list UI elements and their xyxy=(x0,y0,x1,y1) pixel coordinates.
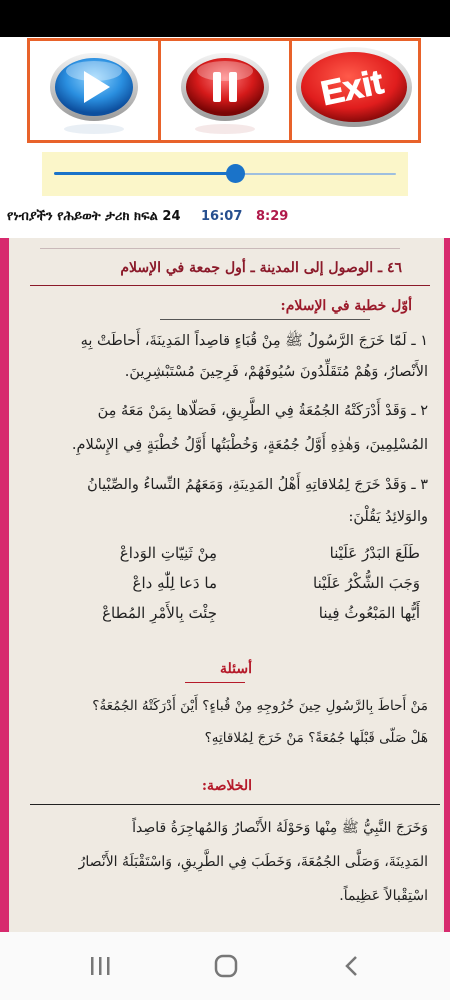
media-controls xyxy=(27,38,421,147)
question-line: هَلْ صَلّى قَبْلَها جُمُعَةً؟ مَنْ خَرَجَ لِمُلاقاتِهِ؟ xyxy=(204,730,428,746)
play-button[interactable] xyxy=(27,38,161,143)
subheading: أوّل خطبة في الإسلام: xyxy=(280,298,412,314)
paragraph-line: ١ ـ لَمّا خَرَجَ الرَّسُولُ ﷺ مِنْ قُبَاءٍ قاصِداً المَدِينَةَ، أَحاطَتْ بِهِ xyxy=(80,333,428,349)
poem-verse-right: طَلَعَ البَدْرُ عَلَيْنا xyxy=(329,544,420,562)
seek-thumb[interactable] xyxy=(226,164,245,183)
summary-line: المَدِينَةَ، وَصَلَّى الجُمُعَةَ، وَخَطَبَ فِي الطَّرِيقِ، وَاسْتَقْبَلَهُ الأَنْصارُ xyxy=(78,854,428,870)
questions-heading: أسئلة xyxy=(220,661,252,677)
exit-text: Exit xyxy=(317,62,387,114)
paragraph-line: ٣ ـ وَقَدْ خَرَجَ لِمُلاقاتِهِ أَهْلُ المَدِينَةِ، وَمَعَهُمُ النِّساءُ والصِّبْيانُ xyxy=(87,477,428,493)
seek-bar[interactable] xyxy=(42,152,408,196)
seek-progress xyxy=(54,172,235,175)
poem-verse-right: وَجَبَ الشُّكْرُ عَلَيْنا xyxy=(313,574,420,592)
paragraph-line: الأَنْصارُ، وَهُمْ مُتَقَلِّدُونَ سُيُوفَهُمْ، فَرِحِينَ مُسْتَبْشِرِينَ. xyxy=(124,364,428,380)
play-icon xyxy=(30,41,158,140)
pause-icon xyxy=(161,41,289,140)
elapsed-time: 16:07 xyxy=(201,209,243,224)
seek-remaining xyxy=(235,173,396,175)
summary-line: وَخَرَجَ النَّبِيُّ ﷺ مِنْها وَحَوْلَهُ الأَنْصارُ وَالمُهاجِرَةُ قاصِداً xyxy=(132,820,428,836)
poem-verse-left: ما دَعا لِلّٰهِ داعْ xyxy=(132,574,217,592)
recents-icon[interactable] xyxy=(80,950,120,982)
question-line: مَنْ أَحاطَ بِالرَّسُولِ حِينَ خُرُوجِهِ مِنْ قُباءٍ؟ أَيْنَ أَدْرَكَتْهُ الجُمُعَةُ؟ xyxy=(92,698,428,714)
track-title: የነብያችን የሕይወት ታሪክ ክፍል 24 xyxy=(7,209,181,224)
duration-time: 8:29 xyxy=(256,209,289,224)
heading-rule xyxy=(30,285,430,286)
top-rule xyxy=(40,248,400,249)
back-icon[interactable] xyxy=(332,950,372,982)
paragraph-line: والوَلائِدُ يَقُلْنَ: xyxy=(348,509,428,525)
poem-verse-right: أَيُّها المَبْعُوثُ فِينا xyxy=(318,604,420,622)
page-edge-right xyxy=(444,238,450,932)
summary-heading: الخلاصة: xyxy=(201,778,252,794)
exit-button[interactable] xyxy=(289,38,421,143)
subheading-rule xyxy=(160,319,370,320)
questions-rule xyxy=(185,682,245,683)
paragraph-line: ٢ ـ وَقَدْ أَدْرَكَتْهُ الجُمُعَةُ فِي الطَّرِيقِ، فَصَلّاها بِمَنْ مَعَهُ مِنَ xyxy=(97,403,428,419)
home-icon[interactable] xyxy=(206,950,246,982)
poem-verse-left: مِنْ ثَنِيّاتِ الوَداعْ xyxy=(119,544,217,562)
summary-line: اسْتِقْبالاً عَظِيماً. xyxy=(339,888,428,904)
paragraph-line: المُسْلِمِينَ، وَهٰذِهِ أَوَّلُ جُمُعَةٍ، وَخُطْبَتُها أَوَّلُ خُطْبَةٍ فِي الإِسْلامِ. xyxy=(71,437,428,453)
status-bar xyxy=(0,0,450,37)
pause-button[interactable] xyxy=(158,38,292,143)
poem-verse-left: جِئْتَ بِالأَمْرِ المُطاعْ xyxy=(102,604,217,622)
page-sheet xyxy=(10,238,442,932)
summary-rule xyxy=(30,804,440,805)
exit-icon xyxy=(292,41,418,140)
book-page xyxy=(0,238,450,932)
lesson-heading: ٤٦ ـ الوصول إلى المدينة ـ أول جمعة في الإسلام xyxy=(120,260,402,276)
navigation-bar xyxy=(0,932,450,1000)
page-edge-left xyxy=(0,238,9,932)
track-info xyxy=(0,206,450,230)
